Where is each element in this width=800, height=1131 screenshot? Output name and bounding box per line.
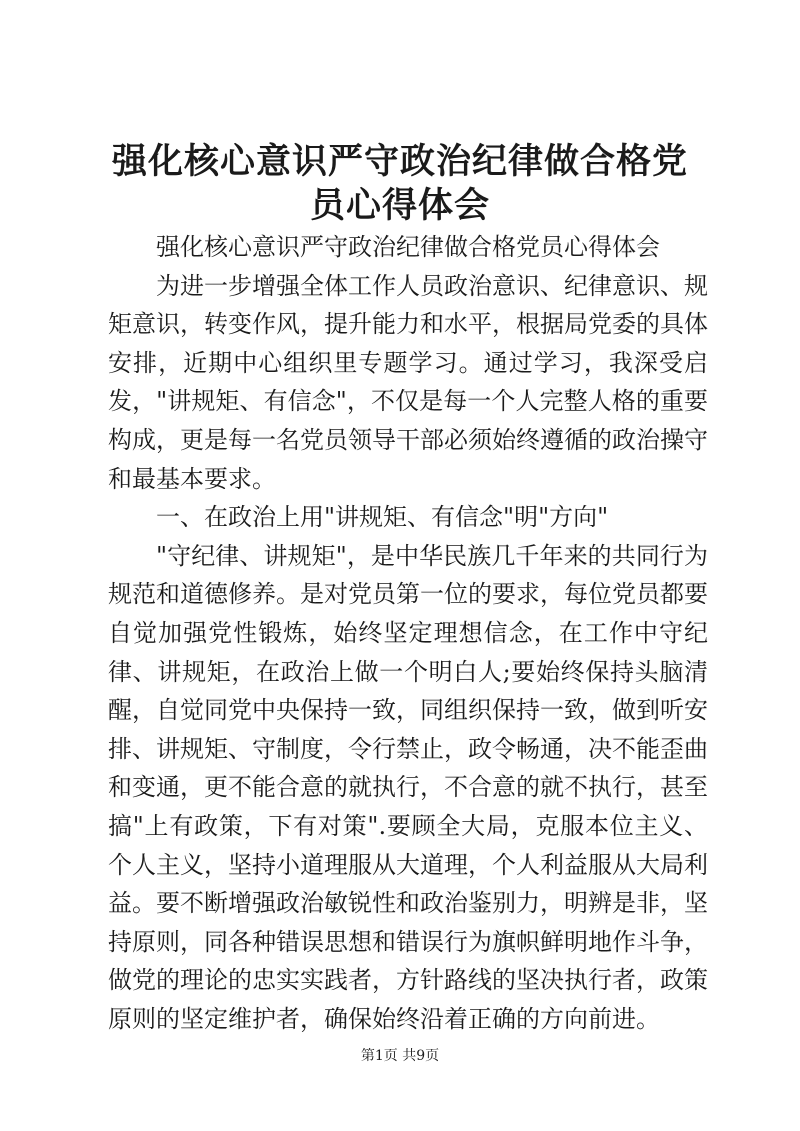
document-title: 强化核心意识严守政治纪律做合格党员心得体会 [111,141,688,226]
paragraph-subtitle: 强化核心意识严守政治纪律做合格党员心得体会 [156,233,660,261]
paragraph-section-body: "守纪律、讲规矩"，是中华民族几千年来的共同行为规范和道德修养。是对党员第一位的要求，每位党员都要自觉加强党性锻炼，始终坚定理想信念，在工作中守纪律、讲规矩，在政治上做一个明白人;要始终保持头脑清醒，自觉同党中央保持一致，同组织保持一致，做到听安排、讲规矩、守制度，令行禁止，政令畅通，决不能歪曲和变通，更不能合意的就执行，不合意的就不执行，甚至搞"上有政策，下有对策".要顾全大局，克服本位主义、个人主义，坚持小道理服从大道理，个人利益服从大局利益。要不断增强政治敏锐性和政治鉴别力，明辨是非，坚持原则，同各种错误思想和错误行为旗帜鲜明地作斗争，做党的理论的忠实实践者，方针路线的坚决执行者，政策原则的坚定维护者，确保始终沿着正确的方向前进。 [108,541,708,1033]
document-body [108,228,708,1038]
section-heading: 一、在政治上用"讲规矩、有信念"明"方向" [156,503,609,532]
page-number-footer: 第1页 共9页 [360,1048,440,1064]
paragraph-intro: 为进一步增强全体工作人员政治意识、纪律意识、规矩意识，转变作风，提升能力和水平，根据局党委的具体安排，近期中心组织里专题学习。通过学习，我深受启发，"讲规矩、有信念"，不仅是每一个人完整人格的重要构成，更是每一名党员领导干部必须始终遵循的政治操守和最基本要求。 [108,271,708,493]
